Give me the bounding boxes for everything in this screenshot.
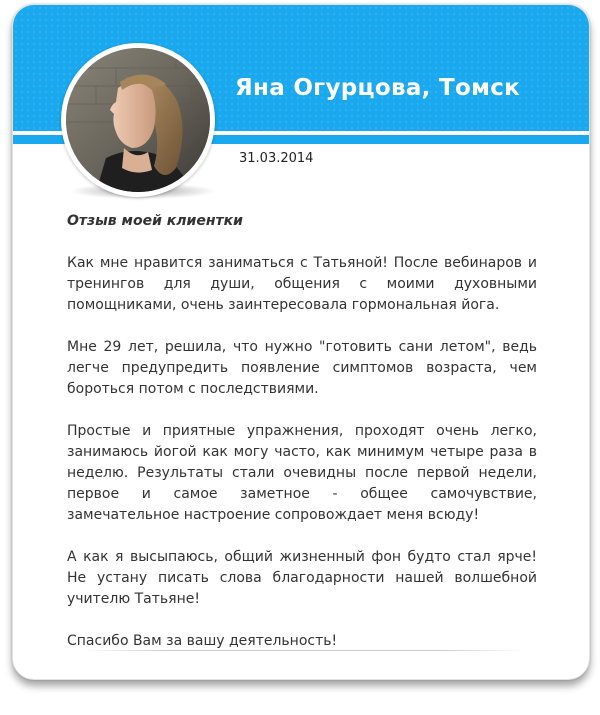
portrait-photo-icon (66, 48, 210, 192)
reviewer-name: Яна Огурцова, Томск (235, 75, 521, 101)
review-paragraph: Как мне нравится заниматься с Татьяной! После вебинаров и тренингов для души, общения с моими духовными помощниками, очень заинтересовала гормональная йога. (67, 255, 537, 313)
review-paragraph: Простые и приятные упражнения, проходят очень легко, занимаюсь йогой как могу часто, как минимум четыре раза в неделю. Результаты стали очевидны после первой недели, первое и самое заметное - общее самочувствие, замечательное настроение сопровождает меня всюду! (67, 423, 537, 523)
review-content (67, 211, 537, 652)
review-paragraph: Спасибо Вам за вашу деятельность! (67, 633, 338, 649)
testimonial-card (12, 4, 590, 680)
review-paragraph: А как я высыпаюсь, общий жизненный фон будто стал ярче!Не устану писать слова благодарности нашей волшебной учителю Татьяне! (67, 549, 537, 607)
avatar (61, 43, 215, 197)
review-paragraph: Мне 29 лет, решила, что нужно "готовить сани летом", ведь легче предупредить появление симптомов возраста, чем бороться потом с последствиями. (67, 339, 537, 397)
bottom-divider (83, 650, 523, 651)
review-subtitle: Отзыв моей клиентки (67, 213, 243, 229)
review-date: 31.03.2014 (239, 151, 314, 166)
